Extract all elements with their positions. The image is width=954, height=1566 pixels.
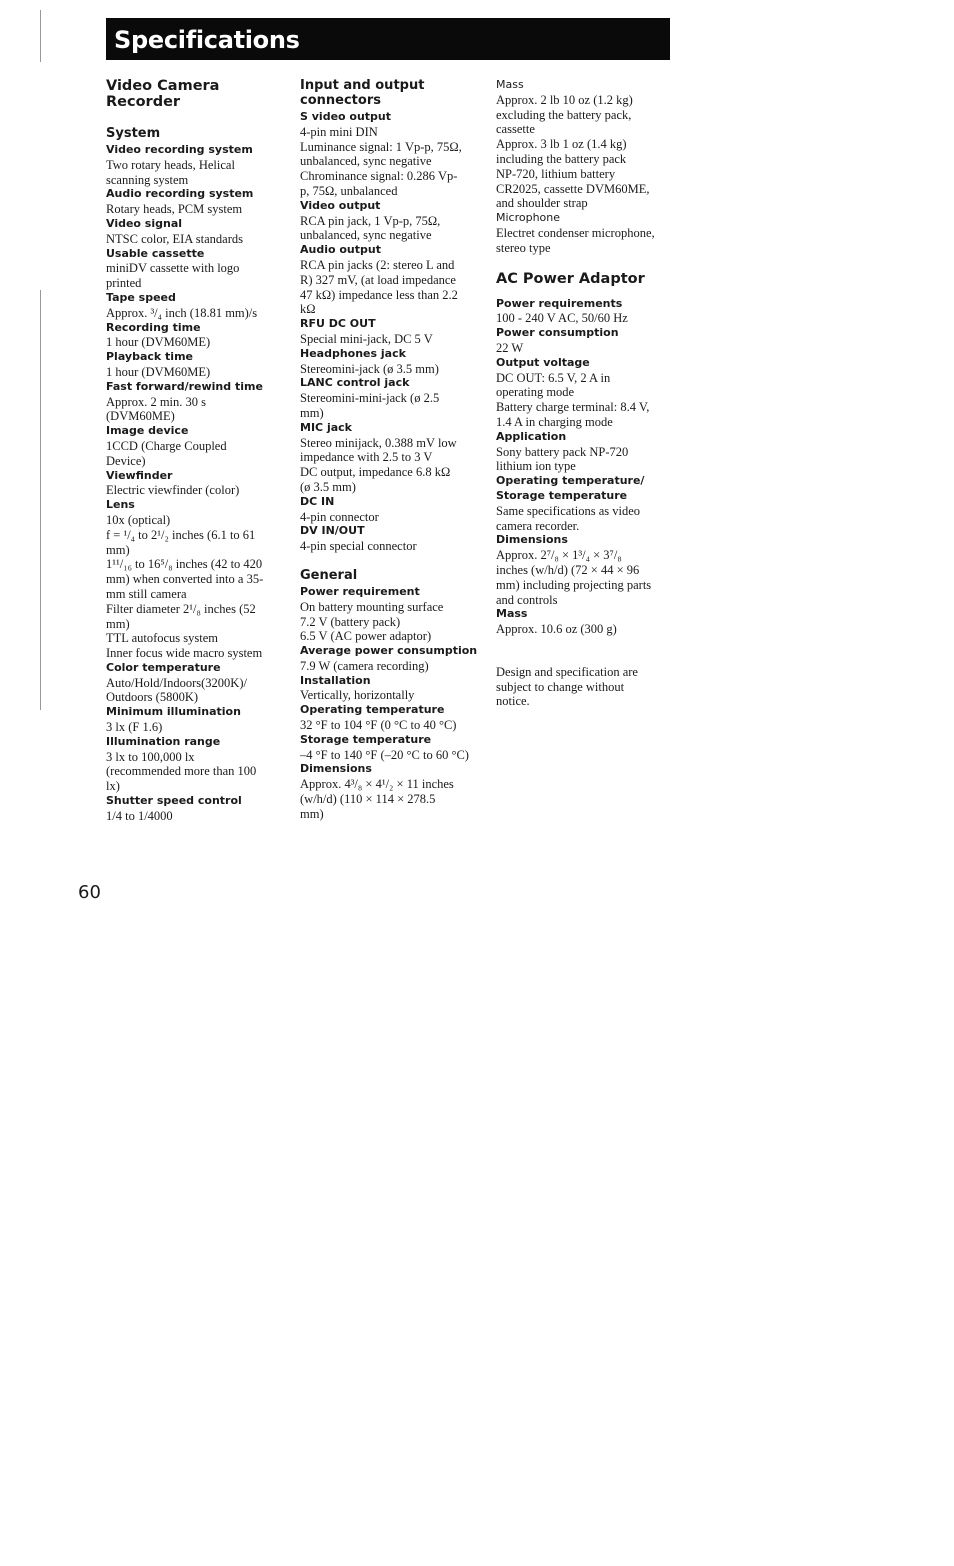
spec-value: RCA pin jack, 1 Vp-p, 75Ω, unbalanced, sync negative [300, 213, 441, 243]
spec-label: Image device [106, 424, 189, 438]
spec-value: Stereo minijack, 0.388 mV low impedance with 2.5 to 3 V DC output, impedance 6.8 kΩ (ø 3.5 mm) [300, 435, 457, 494]
spec-list-system [106, 143, 286, 824]
spec-label: RFU DC OUT [300, 317, 376, 331]
spec-value: 3 lx (F 1.6) [106, 720, 163, 735]
spec-value: NTSC color, EIA standards [106, 231, 243, 246]
section-heading-ac-power-adaptor: AC Power Adaptor [496, 270, 645, 287]
section-heading-io-connectors: Input and output connectors [300, 78, 425, 108]
subheading-system: System [106, 126, 161, 141]
spec-label: Dimensions [300, 762, 372, 776]
spec-label: Tape speed [106, 290, 176, 304]
spec-value: On battery mounting surface 7.2 V (battery pack) 6.5 V (AC power adaptor) [300, 599, 444, 644]
spec-label: Minimum illumination [106, 705, 241, 719]
spec-label: Output voltage [496, 355, 590, 369]
spec-value: 100 - 240 V AC, 50/60 Hz [496, 311, 628, 326]
spec-label: Usable cassette [106, 246, 205, 260]
spec-value: Same specifications as video camera recorder. [496, 503, 641, 533]
spec-value: miniDV cassette with logo printed [106, 261, 240, 291]
spec-value: Vertically, horizontally [300, 688, 415, 703]
spec-label: Playback time [106, 350, 194, 364]
spec-list-mass-microphone [496, 78, 681, 256]
spec-label: MIC jack [300, 420, 352, 434]
spec-label: Headphones jack [300, 346, 406, 360]
spec-label: Operating temperature/ Storage temperature [496, 474, 645, 502]
spec-label: DV IN/OUT [300, 524, 365, 538]
spec-value: 7.9 W (camera recording) [300, 658, 429, 673]
page-title-banner [106, 18, 670, 60]
spec-label: Power requirement [300, 584, 420, 598]
spec-value: 1 hour (DVM60ME) [106, 364, 211, 379]
spec-value: Stereomini-jack (ø 3.5 mm) [300, 361, 439, 376]
spec-value: RCA pin jacks (2: stereo L and R) 327 mV, (at load impedance 47 kΩ) impedance less than 2.2 kΩ [300, 257, 458, 317]
spec-label: Installation [300, 673, 371, 687]
spec-value: Stereomini-mini-jack (ø 2.5 mm) [300, 391, 440, 420]
spec-label: Mass [496, 78, 524, 91]
column-io-connectors [300, 78, 480, 822]
spec-label: Illumination range [106, 734, 221, 748]
spec-label: Dimensions [496, 533, 568, 547]
spec-value: 1/4 to 1/4000 [106, 808, 173, 823]
spec-value: Special mini-jack, DC 5 V [300, 331, 433, 346]
spec-value: Approx. 4³/₈ × 4¹/₂ × 11 inches (w/h/d) (110 × 114 × 278.5 mm) [300, 777, 454, 821]
spec-list-io [300, 110, 480, 554]
spec-value: 3 lx to 100,000 lx (recommended more than 100 lx) [106, 749, 257, 794]
spec-value: Approx. 2⁷/₈ × 1³/₄ × 3⁷/₈ inches (w/h/d) (72 × 44 × 96 mm) including projecting parts and controls [496, 548, 652, 607]
spec-value: Two rotary heads, Helical scanning system [106, 157, 235, 187]
spec-label: Recording time [106, 320, 201, 334]
spec-value: Approx. 10.6 oz (300 g) [496, 622, 617, 637]
section-heading-general: General [300, 567, 358, 583]
spec-value: –4 °F to 140 °F (–20 °C to 60 °C) [300, 747, 469, 762]
spec-label: S video output [300, 110, 392, 123]
spec-value: DC OUT: 6.5 V, 2 A in operating mode Battery charge terminal: 8.4 V, 1.4 A in charging mode [496, 370, 650, 429]
spec-value: 10x (optical) f = ¹/₄ to 2¹/₂ inches (6.1 to 61 mm) 1¹¹/₁₆ to 16⁵/₈ inches (42 to 420 mm) when converted into a 35- mm still camera Filter diameter 2¹/₈ inches (52 mm) TTL autofocus system Inner focus wide macro system [106, 512, 264, 661]
spec-value: Sony battery pack NP-720 lithium ion type [496, 444, 629, 474]
spec-value: Electret condenser microphone, stereo type [496, 225, 655, 255]
spec-label: Color temperature [106, 660, 221, 674]
spec-label: Power consumption [496, 326, 619, 340]
spec-list-ac-adaptor [496, 297, 681, 637]
spec-label: Video output [300, 198, 381, 212]
column-mass-ac-adaptor [496, 78, 681, 709]
spec-value: 4-pin special connector [300, 539, 417, 554]
spec-label: Audio output [300, 243, 381, 257]
spec-value: Approx. 2 min. 30 s (DVM60ME) [106, 394, 206, 424]
spec-value: 4-pin mini DIN Luminance signal: 1 Vp-p, 75Ω, unbalanced, sync negative Chrominance signal: 0.286 Vp- p, 75Ω, unbalanced [300, 124, 462, 198]
column-video-camera-recorder [106, 78, 286, 824]
spec-label: DC IN [300, 494, 335, 508]
spec-label: Audio recording system [106, 187, 254, 201]
spec-label: Microphone [496, 211, 561, 225]
spec-label: Power requirements [496, 296, 623, 310]
spec-label: Operating temperature [300, 703, 445, 717]
spec-value: Approx. 2 lb 10 oz (1.2 kg) excluding the battery pack, cassette Approx. 3 lb 1 oz (1.4 kg) including the battery pack NP-720, lithium battery CR2025, cassette DVM60ME, and shoulder strap [496, 92, 650, 211]
spec-value: 22 W [496, 340, 524, 355]
spec-label: Video signal [106, 216, 183, 230]
spec-label: Application [496, 429, 567, 443]
spec-list-general [300, 585, 480, 822]
spec-label: Shutter speed control [106, 794, 242, 808]
spec-value: 1 hour (DVM60ME) [106, 335, 211, 350]
spec-label: LANC control jack [300, 376, 410, 390]
left-margin-rule [40, 10, 41, 62]
spec-value: 4-pin connector [300, 509, 379, 524]
spec-label: Viewfinder [106, 468, 173, 482]
spec-value: Approx. ³/₄ inch (18.81 mm)/s [106, 305, 258, 320]
section-heading-video-camera-recorder: Video Camera Recorder [106, 78, 220, 110]
spec-label: Lens [106, 498, 135, 512]
left-margin-rule-lower [40, 290, 41, 710]
spec-value: Electric viewfinder (color) [106, 483, 240, 498]
spec-label: Fast forward/rewind time [106, 379, 263, 393]
spec-label: Mass [496, 607, 528, 621]
spec-label: Average power consumption [300, 644, 478, 658]
page-number: 60 [78, 882, 101, 903]
spec-value: 32 °F to 104 °F (0 °C to 40 °C) [300, 718, 457, 733]
disclaimer-note: Design and specification are subject to change without notice. [496, 664, 638, 709]
page-title: Specifications [114, 26, 300, 54]
spec-value: Auto/Hold/Indoors(3200K)/ Outdoors (5800K) [106, 675, 247, 705]
spec-value: 1CCD (Charge Coupled Device) [106, 438, 227, 468]
spec-label: Storage temperature [300, 732, 432, 746]
spec-value: Rotary heads, PCM system [106, 202, 243, 217]
spec-label: Video recording system [106, 143, 253, 156]
